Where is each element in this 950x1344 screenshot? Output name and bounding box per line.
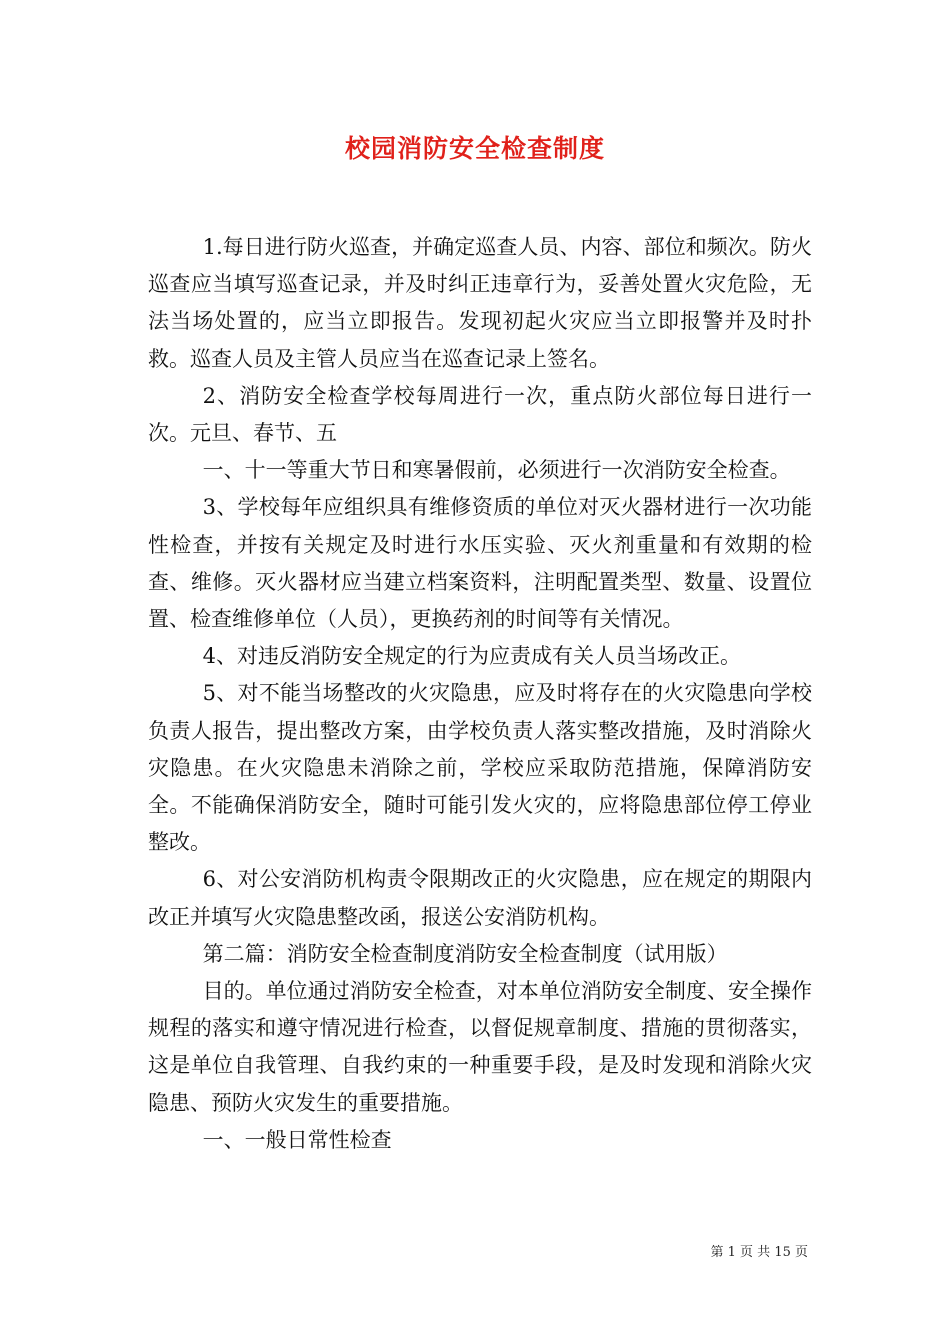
- page-number-footer: 第 1 页 共 15 页: [710, 1245, 808, 1260]
- document-body: [148, 229, 812, 1159]
- paragraph-7: 6、对公安消防机构责令限期改正的火灾隐患，应在规定的期限内改正并填写火灾隐患整改函，报送公安消防机构。: [148, 867, 812, 929]
- paragraph-4: 3、学校每年应组织具有维修资质的单位对灭火器材进行一次功能性检查，并按有关规定及时进行水压实验、灭火剂重量和有效期的检查、维修。灭火器材应当建立档案资料，注明配置类型、数量、设置位置、检查维修单位（人员），更换药剂的时间等有关情况。: [148, 495, 812, 632]
- paragraph-1: 1.每日进行防火巡查，并确定巡查人员、内容、部位和频次。防火巡查应当填写巡查记录，并及时纠正违章行为，妥善处置火灾危险，无法当场处置的，应当立即报告。发现初起火灾应当立即报警并及时扑救。巡查人员及主管人员应当在巡查记录上签名。: [148, 235, 812, 371]
- section-heading-daily-check: 一、一般日常性检查: [202, 1127, 392, 1152]
- paragraph-2: 2、消防安全检查学校每周进行一次，重点防火部位每日进行一次。元旦、春节、五: [148, 383, 812, 446]
- paragraph-purpose: 目的。单位通过消防安全检查，对本单位消防安全制度、安全操作规程的落实和遵守情况进行检查，以督促规章制度、措施的贯彻落实，这是单位自我管理、自我约束的一种重要手段，是及时发现和消除火灾隐患、预防火灾发生的重要措施。: [148, 979, 812, 1115]
- paragraph-5: 4、对违反消防安全规定的行为应责成有关人员当场改正。: [202, 644, 741, 669]
- document-title: 校园消防安全检查制度: [344, 134, 605, 163]
- paragraph-3: 一、十一等重大节日和寒暑假前，必须进行一次消防安全检查。: [202, 458, 791, 483]
- section-heading-part-two: 第二篇：消防安全检查制度消防安全检查制度（试用版）: [202, 941, 728, 966]
- paragraph-6: 5、对不能当场整改的火灾隐患，应及时将存在的火灾隐患向学校负责人报告，提出整改方案，由学校负责人落实整改措施，及时消除火灾隐患。在火灾隐患未消除之前，学校应采取防范措施，保障消防安全。不能确保消防安全，随时可能引发火灾的，应将隐患部位停工停业整改。: [148, 681, 812, 855]
